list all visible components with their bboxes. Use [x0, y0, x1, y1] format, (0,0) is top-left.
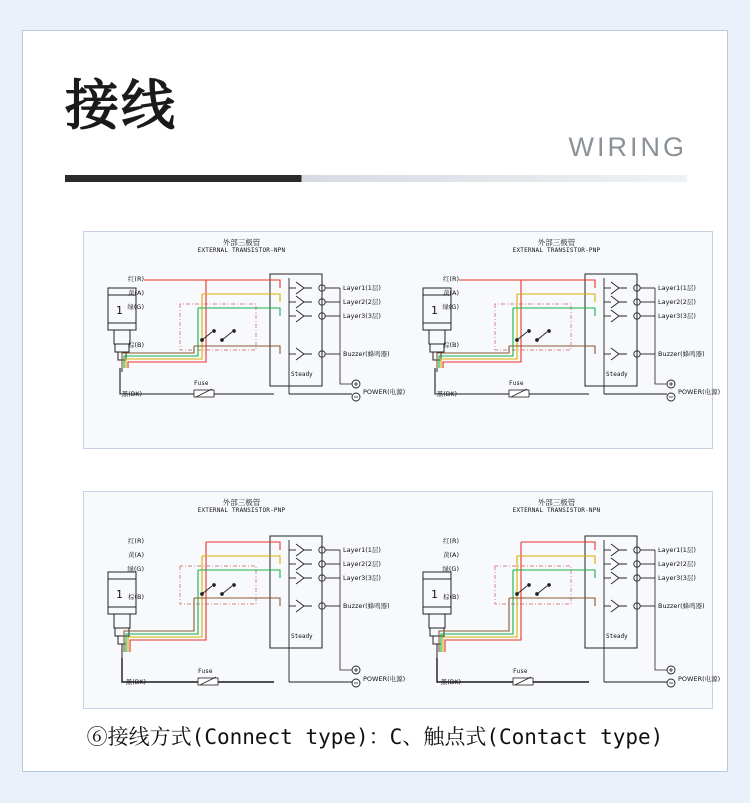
wire-label-black: 黑(BK) [436, 390, 457, 398]
wire-label-brown: 棕(B) [442, 593, 459, 601]
page-header [65, 74, 687, 199]
output-label-layer3: Layer3(3层) [343, 574, 381, 582]
wire-label-black: 黑(BK) [121, 390, 142, 398]
output-label-buzzer: Buzzer(蜂鸣器) [343, 350, 390, 358]
output-label-layer3: Layer3(3层) [343, 312, 381, 320]
power-label: POWER(电源) [678, 675, 721, 683]
fuse-label: Fuse [513, 668, 528, 675]
power-label: POWER(电源) [363, 675, 406, 683]
wire-label-brown: 棕(B) [127, 593, 144, 601]
wire-label-yellow: 黄(A) [442, 289, 459, 297]
connect-type-caption: ⑥接线方式(Connect type)：C、触点式(Contact type) [86, 725, 664, 749]
output-label-layer1: Layer1(1层) [343, 546, 381, 554]
output-label-layer2: Layer2(2层) [343, 298, 381, 306]
diagram-panel-bottom [83, 491, 721, 709]
page-title-en: WIRING [568, 132, 687, 162]
output-label-layer2: Layer2(2层) [658, 298, 696, 306]
diagram-title [399, 238, 714, 255]
wire-label-green: 绿(G) [442, 565, 459, 573]
steady-label: Steady [606, 371, 628, 378]
wire-label-brown: 棕(B) [127, 341, 144, 349]
wire-label-red: 红(R) [127, 275, 144, 283]
wire-label-yellow: 黄(A) [127, 289, 144, 297]
output-label-layer1: Layer1(1层) [658, 284, 696, 292]
wire-label-black: 黑(BK) [125, 678, 146, 686]
wire-label-red: 红(R) [442, 537, 459, 545]
wire-label-red: 红(R) [442, 275, 459, 283]
wire-label-yellow: 黄(A) [127, 551, 144, 559]
output-label-layer1: Layer1(1层) [343, 284, 381, 292]
wire-label-green: 绿(G) [127, 565, 144, 573]
wiring-diagram-top-left [84, 232, 406, 450]
svg-text:1: 1 [431, 304, 438, 317]
steady-label: Steady [291, 633, 313, 640]
diagram-panel-top [83, 231, 721, 449]
fuse-label: Fuse [194, 380, 209, 387]
wiring-diagram-bottom-left [84, 492, 406, 710]
diagram-title-en: EXTERNAL TRANSISTOR-PNP [512, 247, 601, 255]
power-label: POWER(电源) [678, 388, 721, 396]
diagram-title-cn: 外部三极管 [537, 238, 576, 247]
diagram-title-en: EXTERNAL TRANSISTOR-NPN [197, 247, 286, 255]
wiring-page [22, 30, 728, 772]
steady-label: Steady [291, 371, 313, 378]
diagram-title-cn: 外部三极管 [222, 498, 261, 507]
power-label: POWER(电源) [363, 388, 406, 396]
output-label-layer1: Layer1(1层) [658, 546, 696, 554]
fuse-label: Fuse [198, 668, 213, 675]
output-label-buzzer: Buzzer(蜂鸣器) [658, 350, 705, 358]
wire-label-red: 红(R) [127, 537, 144, 545]
output-label-layer2: Layer2(2层) [658, 560, 696, 568]
diagram-title-cn: 外部三极管 [222, 238, 261, 247]
output-label-buzzer: Buzzer(蜂鸣器) [658, 602, 705, 610]
output-label-layer3: Layer3(3层) [658, 312, 696, 320]
diagram-title [84, 238, 399, 255]
title-divider [65, 175, 687, 182]
svg-text:1: 1 [431, 588, 438, 601]
output-label-buzzer: Buzzer(蜂鸣器) [343, 602, 390, 610]
diagram-title [399, 498, 714, 515]
wire-label-green: 绿(G) [127, 303, 144, 311]
wire-label-green: 绿(G) [442, 303, 459, 311]
diagram-title [84, 498, 399, 515]
wire-label-yellow: 黄(A) [442, 551, 459, 559]
output-label-layer3: Layer3(3层) [658, 574, 696, 582]
svg-text:1: 1 [116, 304, 123, 317]
wiring-diagram-top-right [399, 232, 721, 450]
steady-label: Steady [606, 633, 628, 640]
output-label-layer2: Layer2(2层) [343, 560, 381, 568]
wire-label-brown: 棕(B) [442, 341, 459, 349]
diagram-title-en: EXTERNAL TRANSISTOR-PNP [197, 507, 286, 515]
diagram-title-en: EXTERNAL TRANSISTOR-NPN [512, 507, 601, 515]
wire-label-black: 黑(BK) [440, 678, 461, 686]
diagram-title-cn: 外部三极管 [537, 498, 576, 507]
svg-text:1: 1 [116, 588, 123, 601]
wiring-diagram-bottom-right [399, 492, 721, 710]
fuse-label: Fuse [509, 380, 524, 387]
page-title: 接线 [65, 74, 177, 137]
